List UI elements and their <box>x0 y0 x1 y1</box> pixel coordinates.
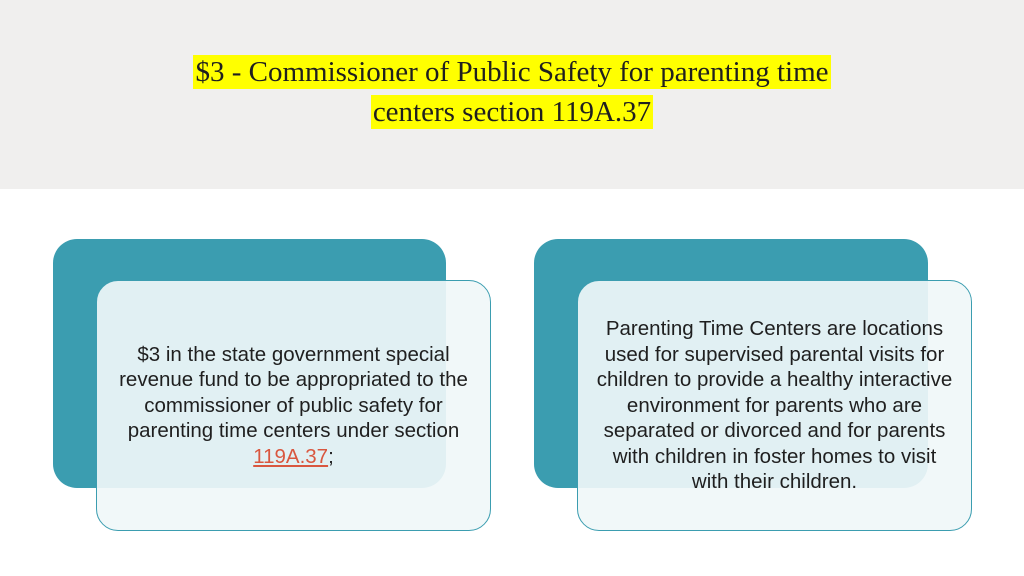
left-card <box>96 280 491 531</box>
title-line-1: $3 - Commissioner of Public Safety for parenting time <box>195 56 829 88</box>
right-card <box>577 280 972 531</box>
left-card-text <box>104 342 483 470</box>
left-card-punctuation: ; <box>328 444 334 468</box>
slide-title <box>112 52 912 132</box>
left-card-body: $3 in the state government special revenue fund to be appropriated to the commissioner of public safety for parenting time centers under section <box>119 342 468 443</box>
title-line-2: centers section 119A.37 <box>372 96 652 128</box>
statute-link[interactable]: 119A.37 <box>253 444 329 468</box>
right-card-text: Parenting Time Centers are locations used for supervised parental visits for children to provide a healthy interactive environment for parents who are separated or divorced and for parents with children in foster homes to visit with their children. <box>596 317 953 494</box>
